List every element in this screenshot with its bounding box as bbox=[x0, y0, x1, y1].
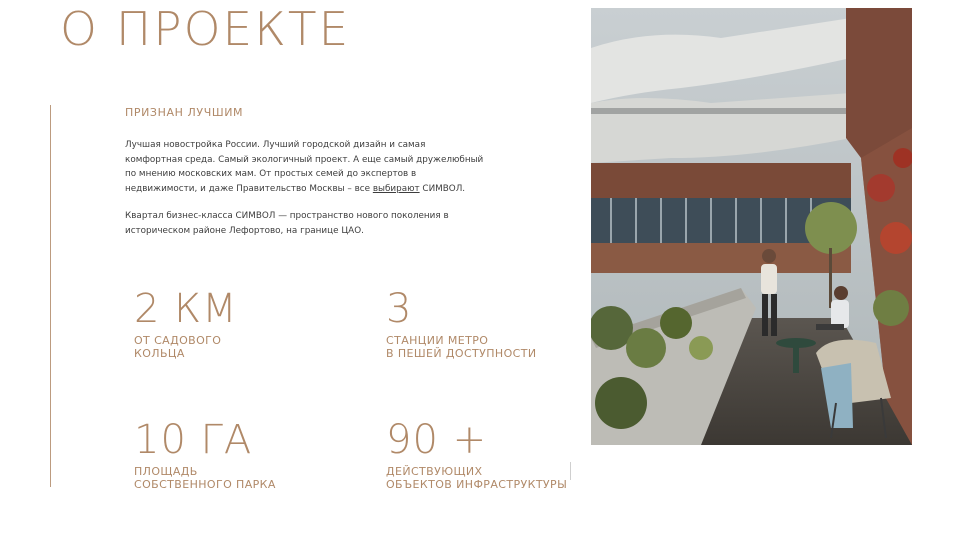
decorative-vertical-line bbox=[50, 105, 51, 487]
terrace-photo bbox=[591, 8, 912, 445]
decorative-short-line bbox=[570, 462, 571, 480]
intro-text-end: СИМВОЛ. bbox=[419, 183, 466, 194]
stat-label: ОТ САДОВОГО КОЛЬЦА bbox=[134, 334, 222, 360]
choose-link[interactable]: выбирают bbox=[372, 183, 420, 194]
stat-park bbox=[134, 417, 276, 491]
page-title: О ПРОЕКТЕ bbox=[60, 2, 351, 56]
stat-distance bbox=[134, 286, 238, 360]
stat-label: ДЕЙСТВУЮЩИХ ОБЪЕКТОВ ИНФРАСТРУКТУРЫ bbox=[386, 465, 568, 491]
section-subheading: ПРИЗНАН ЛУЧШИМ bbox=[125, 106, 244, 119]
intro-text: Лучшая новостройка России. Лучший городской дизайн и самая комфортная среда. Самый экологичный проект. А еще самый дружелюбный по мнению московских мам. От простых семей до экспертов в недвижимости, и даже Правительство Москвы – все bbox=[125, 140, 484, 194]
stat-metro bbox=[386, 286, 537, 360]
intro-paragraph bbox=[125, 138, 485, 196]
stat-value: 10 ГА bbox=[134, 417, 253, 463]
stat-value: 2 КМ bbox=[134, 286, 238, 332]
stat-infrastructure bbox=[386, 417, 568, 491]
stat-label: СТАНЦИИ МЕТРО В ПЕШЕЙ ДОСТУПНОСТИ bbox=[386, 334, 537, 360]
stat-value: 3 bbox=[386, 286, 413, 332]
stat-label: ПЛОЩАДЬ СОБСТВЕННОГО ПАРКА bbox=[134, 465, 276, 491]
district-paragraph: Квартал бизнес-класса СИМВОЛ — пространство нового поколения в историческом районе Лефортово, на границе ЦАО. bbox=[125, 211, 449, 236]
stat-value: 90 + bbox=[386, 417, 488, 463]
